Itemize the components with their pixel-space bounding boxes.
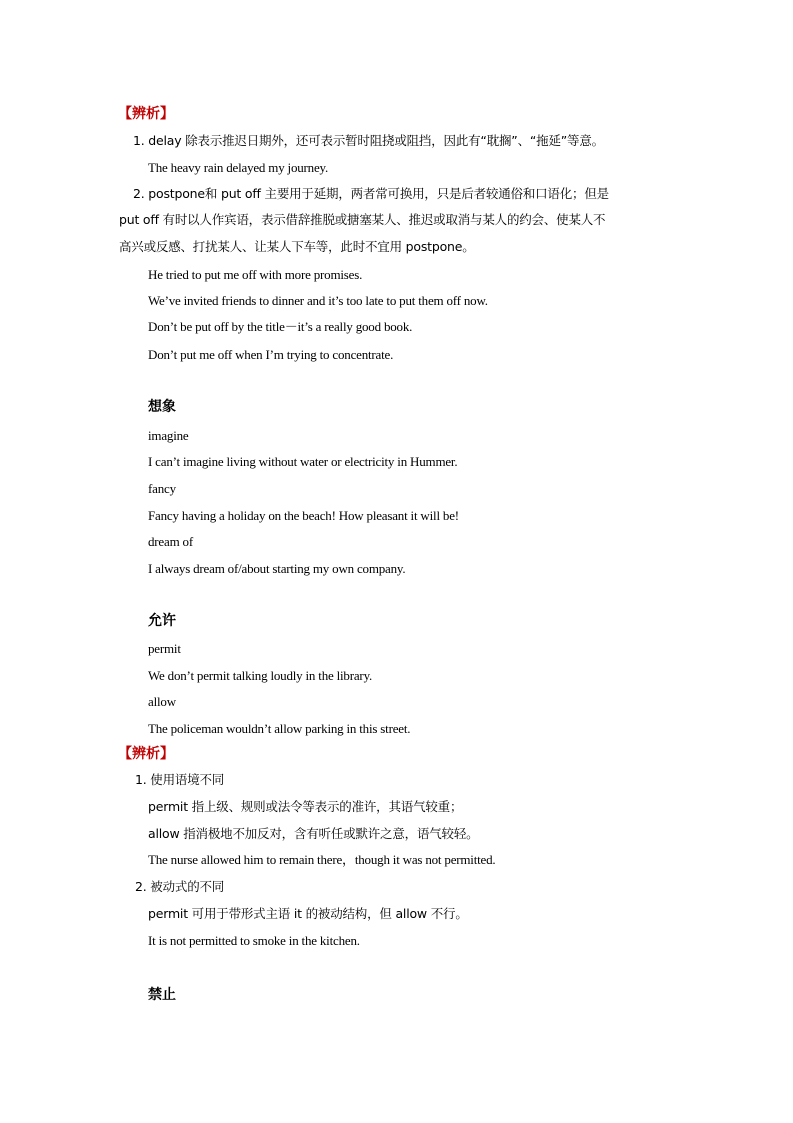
postpone-explanation-line-2: put off 有时以人作宾语，表示借辞推脱或搪塞某人、推迟或取消与某人的约会、使某人不 xyxy=(119,212,606,227)
putoff-example: Don’t put me off when I’m trying to concentrate. xyxy=(148,347,394,362)
analysis-tag: 【辨析】 xyxy=(118,746,174,762)
allow-example: The nurse allowed him to remain there，though it was not permitted. xyxy=(148,852,496,867)
delay-explanation: 1. delay 除表示推迟日期外，还可表示暂时阻挠或阻挡，因此有“耽搁”、“拖延”等意。 xyxy=(133,133,604,148)
vocab-example: I always dream of/about starting my own company. xyxy=(148,561,406,576)
delay-example: The heavy rain delayed my journey. xyxy=(148,160,329,175)
permit-explanation: permit 指上级、规则或法令等表示的准许，其语气较重； xyxy=(148,799,463,814)
postpone-explanation-line-3: 高兴或反感、打扰某人、让某人下车等，此时不宜用 postpone。 xyxy=(119,239,475,254)
heading-forbid: 禁止 xyxy=(148,987,176,1003)
passive-example: It is not permitted to smoke in the kitchen. xyxy=(148,933,360,948)
vocab-word: allow xyxy=(148,694,176,709)
vocab-word: imagine xyxy=(148,428,189,443)
passive-explanation: permit 可用于带形式主语 it 的被动结构，但 allow 不行。 xyxy=(148,906,468,921)
vocab-example: We don’t permit talking loudly in the library. xyxy=(148,668,373,683)
vocab-word: dream of xyxy=(148,534,193,549)
vocab-example: The policeman wouldn’t allow parking in this street. xyxy=(148,721,411,736)
vocab-example: I can’t imagine living without water or electricity in Hummer. xyxy=(148,454,458,469)
vocab-word: fancy xyxy=(148,481,176,496)
putoff-example: We’ve invited friends to dinner and it’s too late to put them off now. xyxy=(148,293,488,308)
putoff-example: Don’t be put off by the title－it’s a really good book. xyxy=(148,319,413,334)
postpone-explanation-line-1: 2. postpone和 put off 主要用于延期，两者常可换用，只是后者较通俗和口语化；但是 xyxy=(133,186,609,201)
analysis-tag: 【辨析】 xyxy=(118,106,174,122)
heading-imagine: 想象 xyxy=(148,399,176,415)
putoff-example: He tried to put me off with more promises. xyxy=(148,267,363,282)
analysis-point-1: 1. 使用语境不同 xyxy=(135,772,225,787)
vocab-example: Fancy having a holiday on the beach! How pleasant it will be! xyxy=(148,508,459,523)
vocab-word: permit xyxy=(148,641,181,656)
analysis-point-2: 2. 被动式的不同 xyxy=(135,879,225,894)
heading-permit: 允许 xyxy=(148,613,176,629)
allow-explanation: allow 指消极地不加反对，含有听任或默许之意，语气较轻。 xyxy=(148,826,479,841)
